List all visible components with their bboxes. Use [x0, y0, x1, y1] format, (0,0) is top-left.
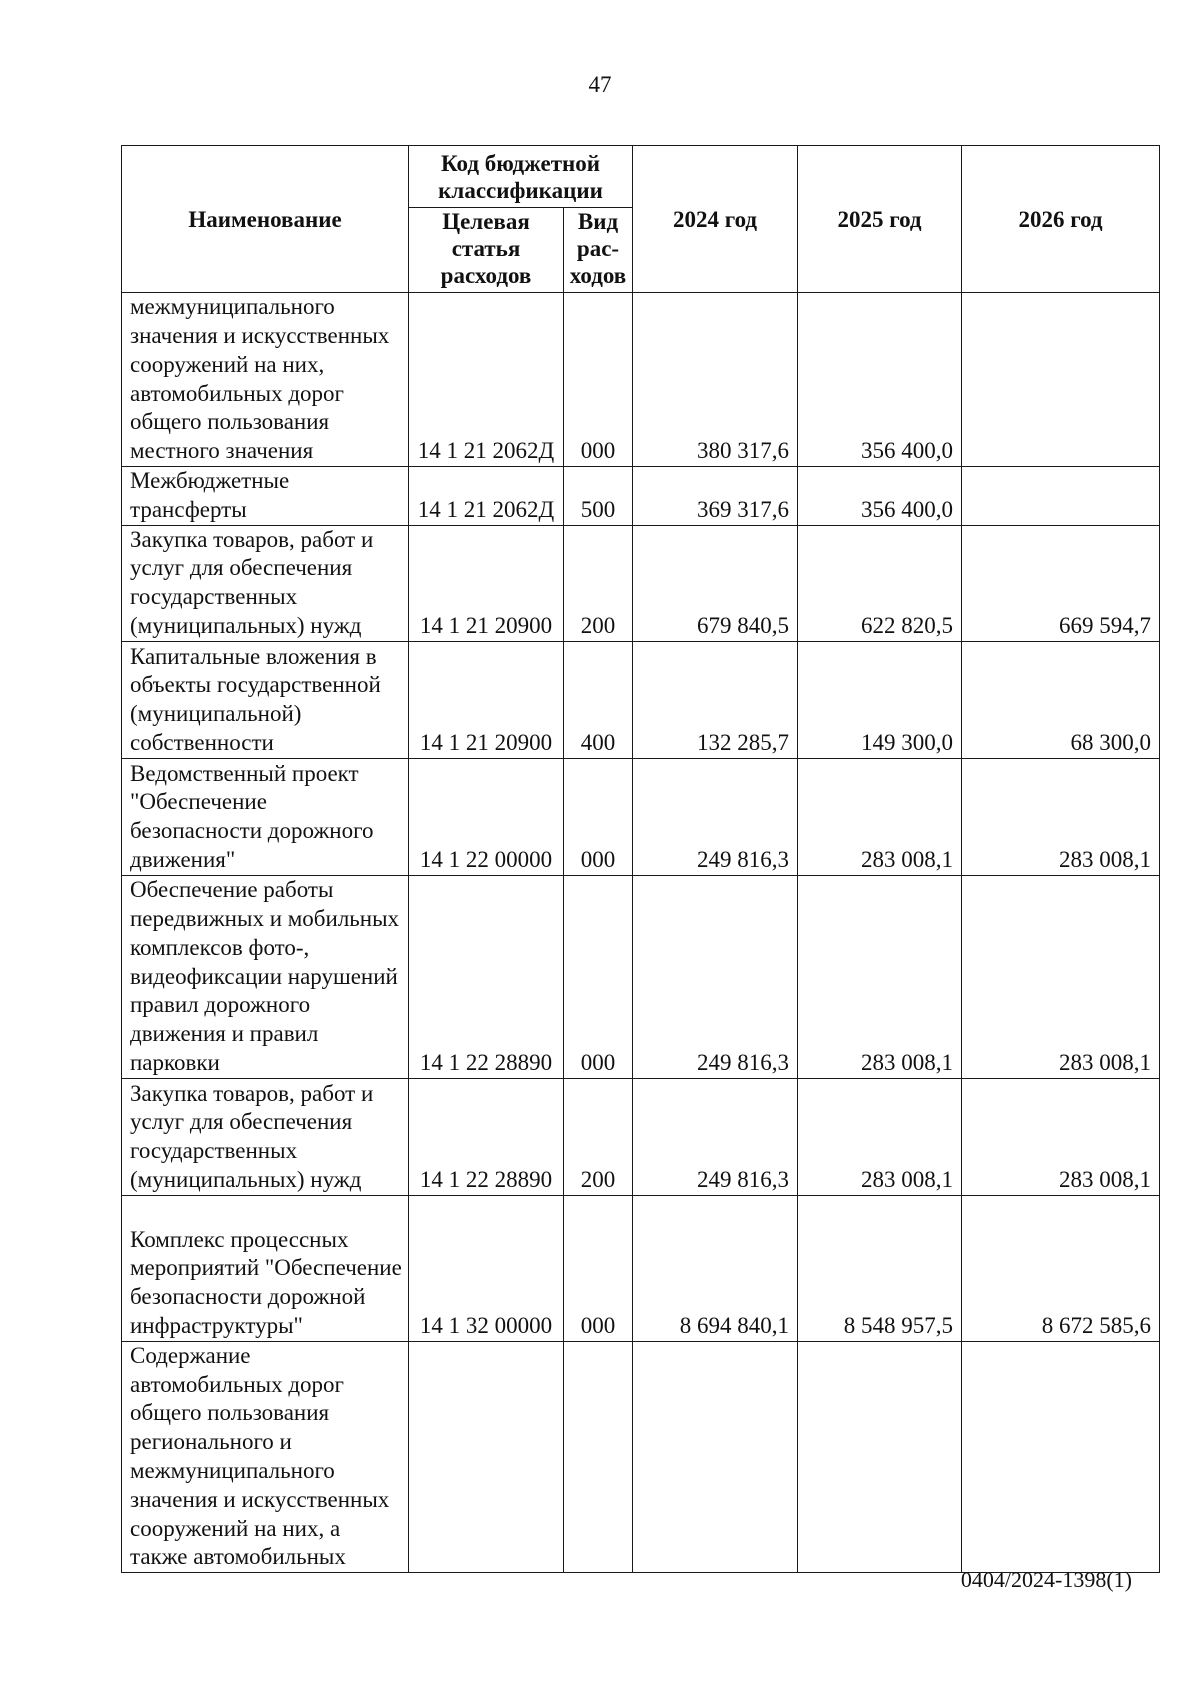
row-name: Комплекс процессных мероприятий "Обеспечение безопасности дорожной инфраструктуры": [122, 1195, 409, 1341]
row-target-article: 14 1 22 28890: [409, 1078, 564, 1195]
row-target-article: 14 1 22 00000: [409, 758, 564, 875]
row-name: Закупка товаров, работ и услуг для обеспечения государственных (муниципальных) нужд: [122, 525, 409, 641]
table-row: [122, 641, 1160, 758]
table-row: [122, 1078, 1160, 1195]
header-year-2025: 2025 год: [798, 146, 962, 293]
header-name: Наименование: [122, 146, 409, 293]
row-value-2024: 249 816,3: [633, 1078, 798, 1195]
table-row: [122, 1195, 1160, 1341]
row-value-2026: 68 300,0: [962, 641, 1160, 758]
row-value-2026: [962, 293, 1160, 467]
row-expense-type: 000: [564, 1195, 633, 1341]
row-name: Ведомственный проект "Обеспечение безопасности дорожного движения": [122, 758, 409, 875]
row-target-article: [409, 1341, 564, 1572]
table-row: [122, 293, 1160, 467]
row-expense-type: 000: [564, 758, 633, 875]
row-name: межмуниципального значения и искусственных сооружений на них, автомобильных дорог общего пользования местного значения: [122, 293, 409, 467]
row-value-2025: [798, 1341, 962, 1572]
row-expense-type: 000: [564, 293, 633, 467]
row-value-2025: 149 300,0: [798, 641, 962, 758]
row-value-2025: 622 820,5: [798, 525, 962, 641]
row-target-article: 14 1 22 28890: [409, 875, 564, 1078]
row-value-2026: 669 594,7: [962, 525, 1160, 641]
row-value-2024: 380 317,6: [633, 293, 798, 467]
row-value-2024: [633, 1341, 798, 1572]
row-value-2026: 283 008,1: [962, 758, 1160, 875]
row-value-2026: [962, 467, 1160, 526]
row-value-2026: 8 672 585,6: [962, 1195, 1160, 1341]
header-budget-code-label: Код бюджетной классификации: [438, 150, 603, 203]
table-row: [122, 1341, 1160, 1572]
row-target-article: 14 1 21 2062Д: [409, 467, 564, 526]
row-value-2026: 283 008,1: [962, 1078, 1160, 1195]
row-target-article: 14 1 21 2062Д: [409, 293, 564, 467]
row-name: Закупка товаров, работ и услуг для обеспечения государственных (муниципальных) нужд: [122, 1078, 409, 1195]
document-number: 0404/2024-1398(1): [960, 1567, 1132, 1592]
row-name: Содержание автомобильных дорог общего пользования регионального и межмуниципального значения и искусственных сооружений на них, а также автомобильных: [122, 1341, 409, 1572]
header-expense-type: Вид рас-ходов: [564, 208, 633, 293]
header-budget-code: [409, 146, 633, 208]
budget-table: [121, 145, 1160, 1573]
row-target-article: 14 1 32 00000: [409, 1195, 564, 1341]
table-header: [122, 146, 1160, 293]
row-value-2025: 356 400,0: [798, 293, 962, 467]
row-value-2024: 132 285,7: [633, 641, 798, 758]
row-value-2025: 356 400,0: [798, 467, 962, 526]
header-year-2024: 2024 год: [633, 146, 798, 293]
table-body: [122, 293, 1160, 1573]
table-row: [122, 758, 1160, 875]
row-value-2024: 249 816,3: [633, 875, 798, 1078]
row-expense-type: [564, 1341, 633, 1572]
row-name: Обеспечение работы передвижных и мобильных комплексов фото-, видеофиксации нарушений правил дорожного движения и правил парковки: [122, 875, 409, 1078]
row-value-2024: 369 317,6: [633, 467, 798, 526]
row-target-article: 14 1 21 20900: [409, 641, 564, 758]
table-row: [122, 525, 1160, 641]
row-expense-type: 200: [564, 1078, 633, 1195]
table-row: [122, 467, 1160, 526]
row-value-2025: 8 548 957,5: [798, 1195, 962, 1341]
row-value-2026: 283 008,1: [962, 875, 1160, 1078]
row-value-2024: 249 816,3: [633, 758, 798, 875]
row-value-2026: [962, 1341, 1160, 1572]
row-value-2025: 283 008,1: [798, 875, 962, 1078]
table-row: [122, 875, 1160, 1078]
row-name: Капитальные вложения в объекты государственной (муниципальной) собственности: [122, 641, 409, 758]
row-value-2025: 283 008,1: [798, 1078, 962, 1195]
row-value-2024: 679 840,5: [633, 525, 798, 641]
row-expense-type: 500: [564, 467, 633, 526]
header-year-2026: 2026 год: [962, 146, 1160, 293]
row-name: Межбюджетные трансферты: [122, 467, 409, 526]
row-value-2025: 283 008,1: [798, 758, 962, 875]
header-target-article: Целевая статья расходов: [409, 208, 564, 293]
row-value-2024: 8 694 840,1: [633, 1195, 798, 1341]
row-target-article: 14 1 21 20900: [409, 525, 564, 641]
page-number: 47: [588, 72, 612, 97]
row-expense-type: 200: [564, 525, 633, 641]
row-expense-type: 000: [564, 875, 633, 1078]
row-expense-type: 400: [564, 641, 633, 758]
